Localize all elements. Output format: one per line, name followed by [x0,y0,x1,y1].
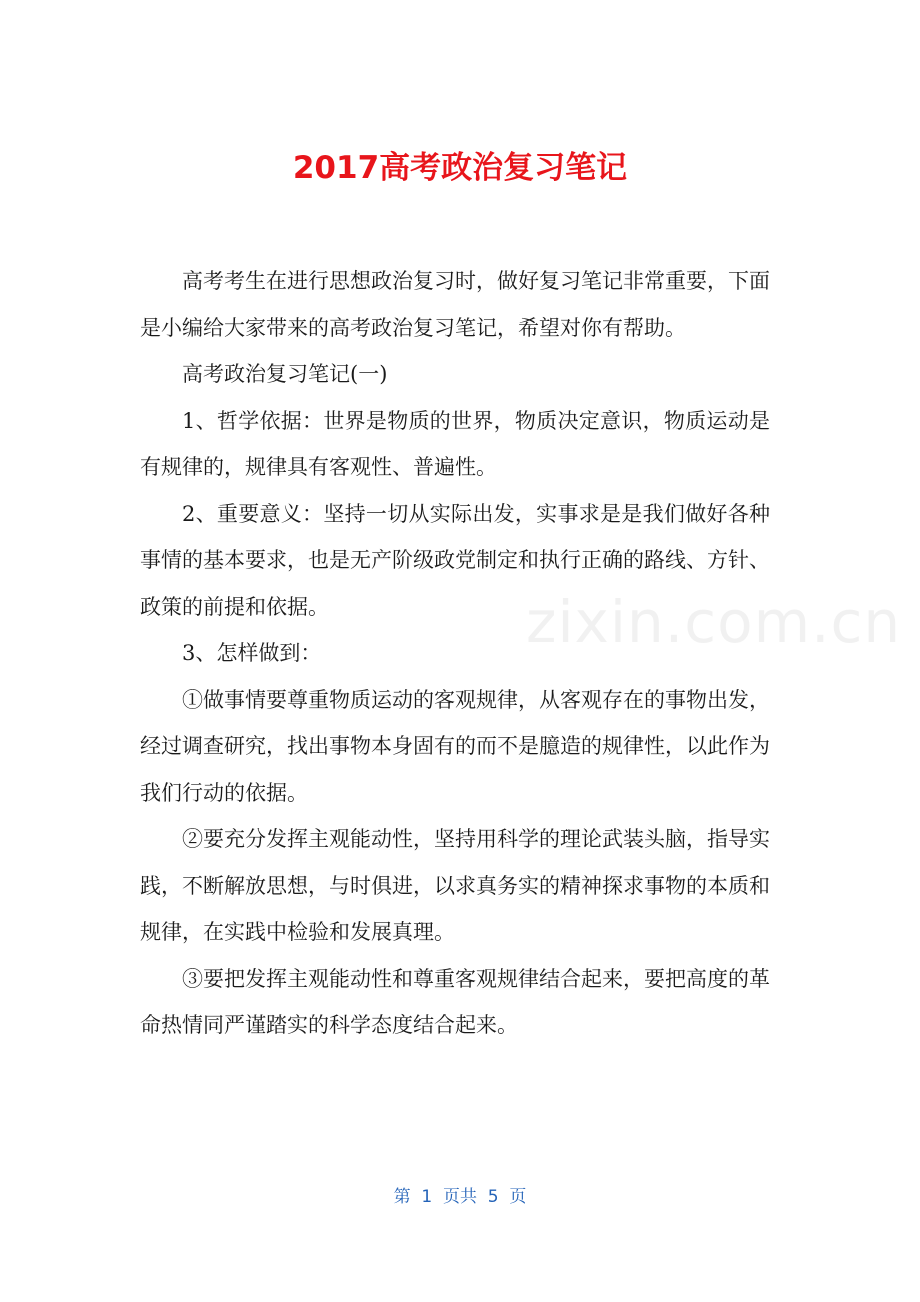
paragraph-point-3: ③要把发挥主观能动性和尊重客观规律结合起来，要把高度的革命热情同严谨踏实的科学态度结合起来。 [140,966,770,1037]
paragraph-point-2: ②要充分发挥主观能动性，坚持用科学的理论武装头脑，指导实践，不断解放思想，与时俱进，以求真务实的精神探求事物的本质和规律，在实践中检验和发展真理。 [140,827,770,944]
page-footer: 第 1 页共 5 页 [393,1187,527,1207]
paragraph-point-1: ①做事情要尊重物质运动的客观规律，从客观存在的事物出发，经过调查研究，找出事物本身固有的而不是臆造的规律性，以此作为我们行动的依据。 [140,687,770,805]
paragraph-significance: 2、重要意义：坚持一切从实际出发，实事求是是我们做好各种事情的基本要求，也是无产阶级政党制定和执行正确的路线、方针、政策的前提和依据。 [140,501,770,619]
document-title: 2017高考政治复习笔记 [292,150,628,186]
paragraph-philosophy-basis: 1、哲学依据：世界是物质的世界，物质决定意识，物质运动是有规律的，规律具有客观性、普遍性。 [140,408,770,479]
paragraph-how-to: 3、怎样做到： [182,641,322,665]
watermark: zixin.com.cn [526,588,902,656]
intro-paragraph: 高考考生在进行思想政治复习时，做好复习笔记非常重要，下面是小编给大家带来的高考政治复习笔记，希望对你有帮助。 [140,269,770,340]
section-heading: 高考政治复习笔记(一) [182,362,388,386]
